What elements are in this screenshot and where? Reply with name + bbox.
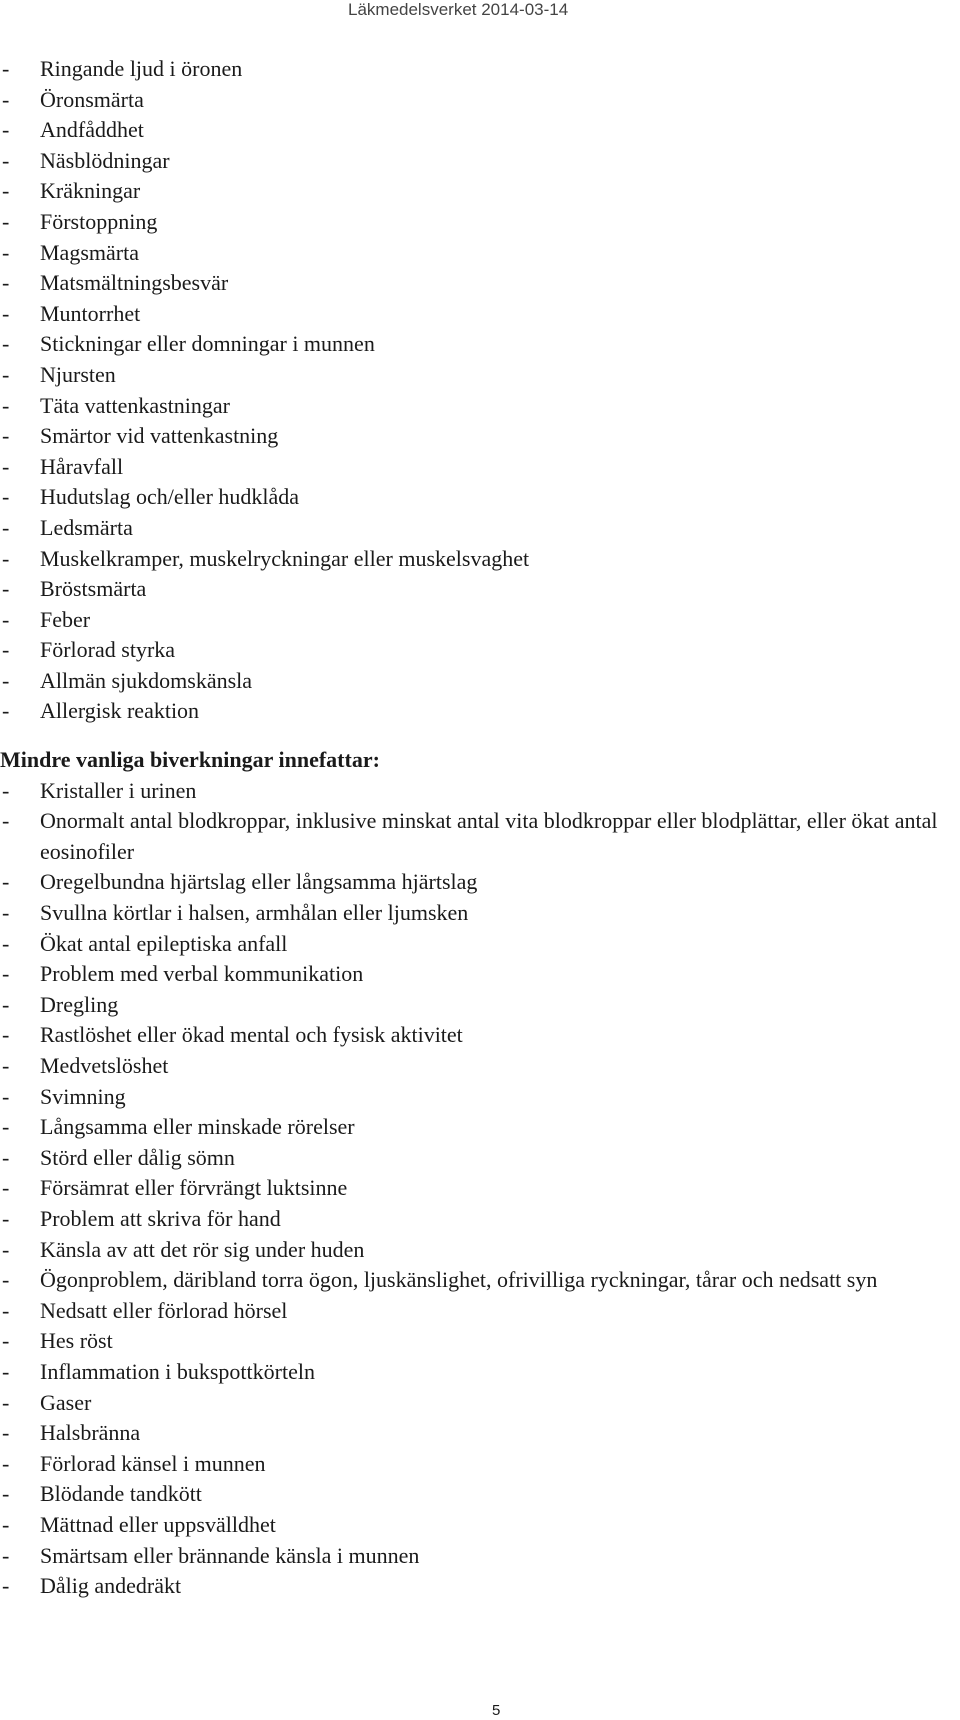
list-item <box>0 898 950 929</box>
list-dash: - <box>2 1389 10 1415</box>
list-dash: - <box>2 423 10 449</box>
list-item <box>0 1357 950 1388</box>
list-dash: - <box>2 1328 10 1354</box>
list-item-text: Oregelbundna hjärtslag eller långsamma hjärtslag <box>40 869 478 895</box>
list-dash: - <box>2 300 10 326</box>
list-item <box>0 1173 950 1204</box>
list-item <box>0 696 950 727</box>
list-item-text: Inflammation i bukspottkörteln <box>40 1358 315 1384</box>
list-item-text: Muntorrhet <box>40 300 141 326</box>
list-item-text: Medvetslöshet <box>40 1053 169 1078</box>
list-item <box>0 1541 950 1572</box>
list-item-text: Allergisk reaktion <box>40 698 200 724</box>
list-item <box>0 1571 950 1602</box>
list-item-text: Stickningar eller domningar i munnen <box>40 331 375 357</box>
list-dash: - <box>2 1450 10 1476</box>
list-item <box>0 666 950 697</box>
list-item <box>0 806 950 867</box>
list-dash: - <box>2 331 10 357</box>
list-dash: - <box>2 392 10 418</box>
list-item <box>0 452 950 483</box>
list-dash: - <box>2 1297 10 1323</box>
list-item <box>0 1418 950 1449</box>
list-item <box>0 513 950 544</box>
list-item-text: Matsmältningsbesvär <box>40 270 229 296</box>
list-dash: - <box>2 1542 10 1568</box>
list-dash: - <box>2 1114 10 1140</box>
list-dash: - <box>2 1175 10 1201</box>
list-item <box>0 299 950 330</box>
list-item-text: Andfåddhet <box>40 117 144 143</box>
list-item-text: Gaser <box>40 1389 92 1415</box>
list-item-text: Smärtsam eller brännande känsla i munnen <box>40 1542 420 1568</box>
list-item-text: Muskelkramper, muskelryckningar eller muskelsvaghet <box>40 545 530 571</box>
list-item-text: Feber <box>40 606 91 632</box>
list-item-text: Näsblödningar <box>40 147 170 173</box>
list-item <box>0 207 950 238</box>
list-item-text: Ringande ljud i öronen <box>40 56 243 81</box>
list-item <box>0 1479 950 1510</box>
list-item <box>0 54 950 85</box>
list-item <box>0 238 950 269</box>
list-item <box>0 1082 950 1113</box>
list-item-text: Ögonproblem, däribland torra ögon, ljuskänslighet, ofrivilliga ryckningar, tårar och nedsatt syn <box>40 1267 878 1293</box>
list-item-text: Bröstsmärta <box>40 576 147 602</box>
side-effects-list-uncommon <box>0 776 950 1602</box>
list-dash: - <box>2 637 10 663</box>
page-header <box>0 0 960 28</box>
list-item <box>0 959 950 990</box>
list-item <box>0 329 950 360</box>
list-item <box>0 482 950 513</box>
list-item-text: Ökat antal epileptiska anfall <box>40 930 288 956</box>
list-dash: - <box>2 808 10 834</box>
list-dash: - <box>2 698 10 724</box>
list-dash: - <box>2 117 10 143</box>
list-item-text: Nedsatt eller förlorad hörsel <box>40 1297 288 1323</box>
list-dash: - <box>2 208 10 234</box>
list-item <box>0 176 950 207</box>
list-item <box>0 1204 950 1235</box>
list-dash: - <box>2 991 10 1017</box>
list-dash: - <box>2 1358 10 1384</box>
list-item-text: Förlorad styrka <box>40 637 176 663</box>
list-item <box>0 1449 950 1480</box>
list-dash: - <box>2 514 10 540</box>
header-text: Läkmedelsverket 2014-03-14 <box>348 0 569 19</box>
list-dash: - <box>2 1420 10 1446</box>
list-item-text: Rastlöshet eller ökad mental och fysisk aktivitet <box>40 1022 463 1048</box>
list-item-text: Långsamma eller minskade rörelser <box>40 1114 355 1140</box>
list-item-text: Allmän sjukdomskänsla <box>40 667 253 693</box>
list-item <box>0 776 950 807</box>
list-item-text: Förlorad känsel i munnen <box>40 1450 266 1476</box>
list-dash: - <box>2 56 10 81</box>
list-dash: - <box>2 239 10 265</box>
list-dash: - <box>2 869 10 895</box>
page-number: 5 <box>492 1702 501 1719</box>
list-item <box>0 635 950 666</box>
list-item-text: Ledsmärta <box>40 514 133 540</box>
list-item-text: Problem att skriva för hand <box>40 1205 281 1231</box>
list-item <box>0 1143 950 1174</box>
list-item <box>0 146 950 177</box>
list-item-text: Känsla av att det rör sig under huden <box>40 1236 365 1262</box>
list-dash: - <box>2 1573 10 1599</box>
list-dash: - <box>2 1205 10 1231</box>
list-dash: - <box>2 1481 10 1507</box>
list-item <box>0 990 950 1021</box>
list-dash: - <box>2 361 10 387</box>
list-item <box>0 1051 950 1082</box>
list-dash: - <box>2 667 10 693</box>
list-item <box>0 421 950 452</box>
list-dash: - <box>2 86 10 112</box>
list-item-text: Kräkningar <box>40 178 141 204</box>
list-item <box>0 391 950 422</box>
list-dash: - <box>2 270 10 296</box>
list-item <box>0 85 950 116</box>
list-item-text: Håravfall <box>40 453 124 479</box>
list-item-text: Onormalt antal blodkroppar, inklusive minskat antal vita blodkroppar eller blodplättar, eller ökat antal eosinofiler <box>40 808 938 864</box>
list-item-text: Förstoppning <box>40 208 158 234</box>
list-dash: - <box>2 453 10 479</box>
list-dash: - <box>2 1511 10 1537</box>
list-item-text: Dålig andedräkt <box>40 1573 182 1599</box>
list-item <box>0 1112 950 1143</box>
list-item-text: Magsmärta <box>40 239 139 265</box>
list-item-text: Kristaller i urinen <box>40 777 197 803</box>
list-dash: - <box>2 606 10 632</box>
list-item <box>0 1510 950 1541</box>
list-item-text: Hes röst <box>40 1328 113 1354</box>
list-dash: - <box>2 1053 10 1078</box>
list-dash: - <box>2 178 10 204</box>
list-dash: - <box>2 900 10 926</box>
side-effects-list-common <box>0 54 950 727</box>
list-dash: - <box>2 930 10 956</box>
list-dash: - <box>2 545 10 571</box>
list-item <box>0 1235 950 1266</box>
list-item <box>0 605 950 636</box>
list-item <box>0 929 950 960</box>
list-item-text: Försämrat eller förvrängt luktsinne <box>40 1175 348 1201</box>
list-item-text: Blödande tandkött <box>40 1481 202 1507</box>
list-dash: - <box>2 484 10 510</box>
list-item-text: Störd eller dålig sömn <box>40 1144 235 1170</box>
list-item <box>0 867 950 898</box>
list-item-text: Täta vattenkastningar <box>40 392 230 418</box>
list-dash: - <box>2 576 10 602</box>
list-dash: - <box>2 1083 10 1109</box>
list-item <box>0 1296 950 1327</box>
list-item <box>0 268 950 299</box>
list-item <box>0 1326 950 1357</box>
section-heading: Mindre vanliga biverkningar innefattar: <box>0 747 380 773</box>
list-item <box>0 115 950 146</box>
list-item-text: Öronsmärta <box>40 86 144 112</box>
list-dash: - <box>2 961 10 987</box>
list-item <box>0 360 950 391</box>
list-item <box>0 1265 950 1296</box>
list-item <box>0 1020 950 1051</box>
list-item-text: Njursten <box>40 361 116 387</box>
list-item-text: Mättnad eller uppsvälldhet <box>40 1511 276 1537</box>
list-item <box>0 544 950 575</box>
list-item <box>0 574 950 605</box>
list-item-text: Svullna körtlar i halsen, armhålan eller ljumsken <box>40 900 469 926</box>
list-dash: - <box>2 777 10 803</box>
list-item-text: Halsbränna <box>40 1420 141 1446</box>
list-item-text: Problem med verbal kommunikation <box>40 961 364 987</box>
list-dash: - <box>2 1267 10 1293</box>
list-dash: - <box>2 147 10 173</box>
list-dash: - <box>2 1022 10 1048</box>
list-item <box>0 1388 950 1419</box>
list-item-text: Smärtor vid vattenkastning <box>40 423 279 449</box>
list-dash: - <box>2 1236 10 1262</box>
document-body <box>0 54 950 1602</box>
list-item-text: Svimning <box>40 1083 126 1109</box>
list-item-text: Dregling <box>40 991 119 1017</box>
list-item-text: Hudutslag och/eller hudklåda <box>40 484 300 510</box>
list-dash: - <box>2 1144 10 1170</box>
